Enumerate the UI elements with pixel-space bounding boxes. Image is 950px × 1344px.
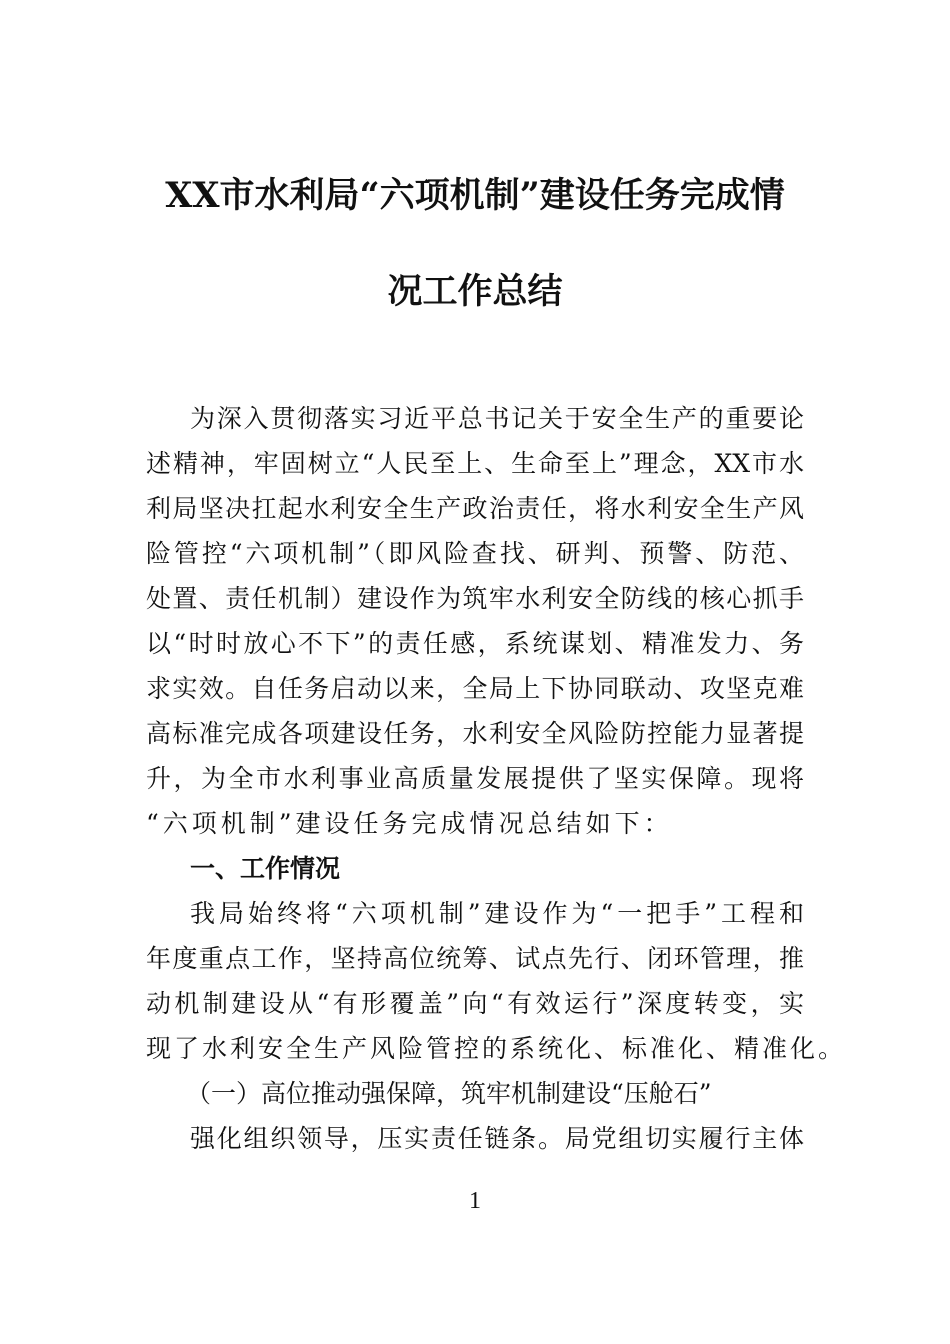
paragraph-line: 现了水利安全生产风险管控的系统化、标准化、精准化。 <box>146 1034 847 1063</box>
paragraph-line: “六项机制”建设任务完成情况总结如下： <box>146 809 673 838</box>
paragraph-line: 我局始终将“六项机制”建设作为“一把手”工程和 <box>190 899 804 928</box>
section-heading: 一、工作情况 <box>190 854 341 883</box>
subsection-heading: （一）高位推动强保障，筑牢机制建设“压舱石” <box>186 1079 712 1108</box>
document-body <box>146 396 847 1161</box>
page-number: 1 <box>469 1188 481 1214</box>
paragraph-line: 以“时时放心不下”的责任感，系统谋划、精准发力、务 <box>146 629 804 658</box>
paragraph-line: 强化组织领导，压实责任链条。局党组切实履行主体 <box>190 1124 804 1153</box>
paragraph-line: 处置、责任机制）建设作为筑牢水利安全防线的核心抓手 <box>146 584 804 613</box>
paragraph-line: 高标准完成各项建设任务，水利安全风险防控能力显著提 <box>146 719 804 748</box>
paragraph-line: 动机制建设从“有形覆盖”向“有效运行”深度转变，实 <box>146 989 804 1018</box>
paragraph-line: 述精神，牢固树立“人民至上、生命至上”理念，XX市水 <box>146 449 804 478</box>
paragraph-line: 年度重点工作，坚持高位统筹、试点先行、闭环管理，推 <box>146 944 804 973</box>
paragraph-line: 险管控“六项机制”（即风险查找、研判、预警、防范、 <box>146 539 804 568</box>
document-title-line-2: 况工作总结 <box>387 271 563 312</box>
paragraph-line: 为深入贯彻落实习近平总书记关于安全生产的重要论 <box>190 404 804 433</box>
document-title-line-1: XX市水利局“六项机制”建设任务完成情 <box>165 175 785 216</box>
paragraph-line: 求实效。自任务启动以来，全局上下协同联动、攻坚克难 <box>146 674 804 703</box>
paragraph-line: 升，为全市水利事业高质量发展提供了坚实保障。现将 <box>146 764 804 793</box>
paragraph-line: 利局坚决扛起水利安全生产政治责任，将水利安全生产风 <box>146 494 804 523</box>
